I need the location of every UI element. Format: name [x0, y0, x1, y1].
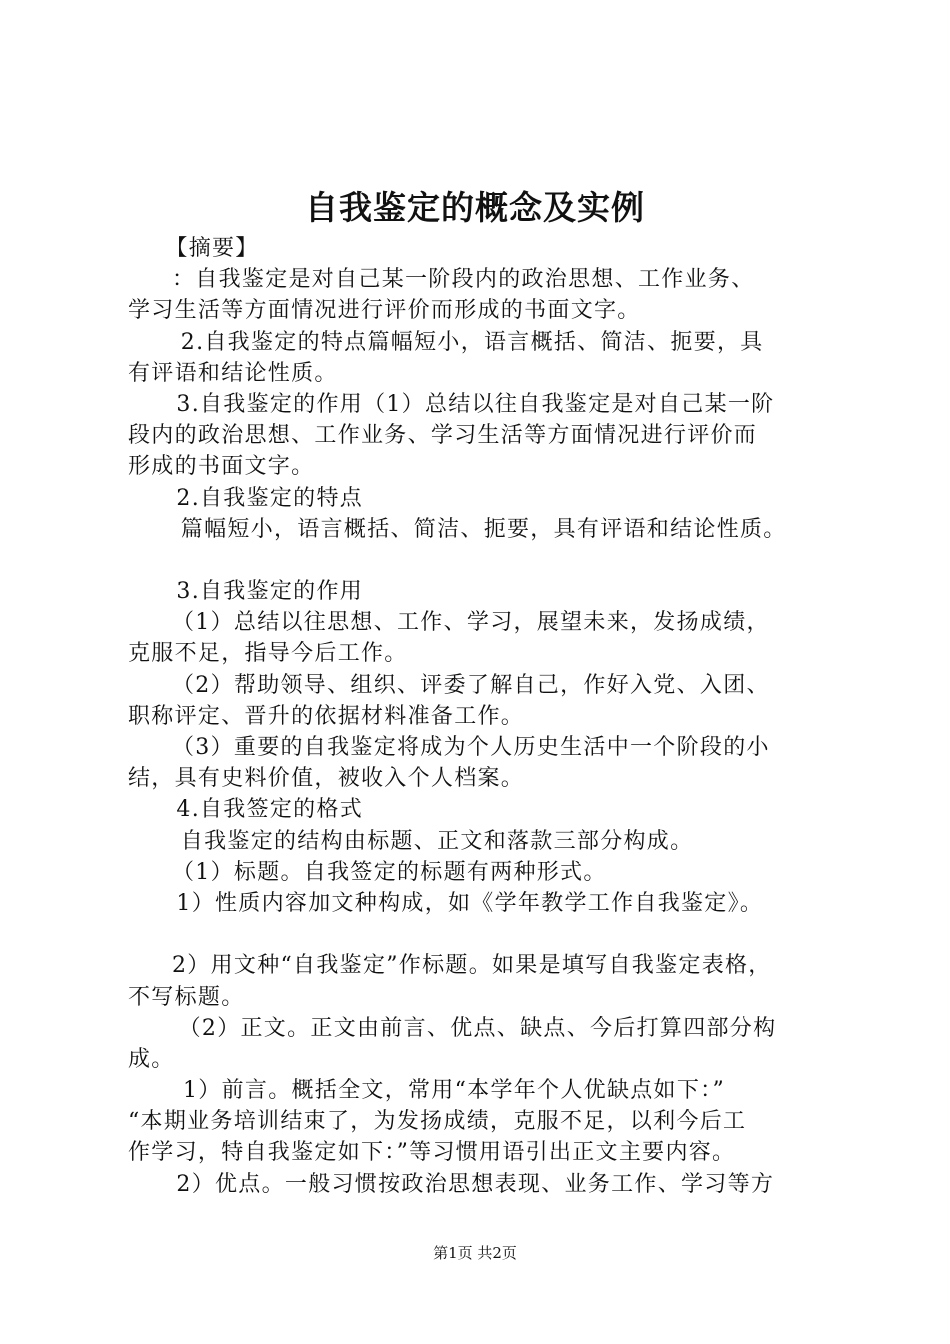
paragraph-line: 4.自我签定的格式	[176, 797, 364, 823]
paragraph-line: ：自我鉴定是对自己某一阶段内的政治思想、工作业务、	[172, 267, 755, 293]
paragraph-line: 结，具有史料价值，被收入个人档案。	[128, 766, 525, 792]
paragraph-line: 【摘要】	[165, 236, 259, 261]
page-footer: 第1页 共2页	[433, 1244, 517, 1262]
paragraph-line: （2）正文。正文由前言、优点、缺点、今后打算四部分构	[178, 1015, 777, 1041]
paragraph-line: 有评语和结论性质。	[128, 360, 338, 386]
paragraph-line: “本期业务培训结束了，为发扬成绩，克服不足，以利今后工	[128, 1109, 747, 1135]
paragraph-line: 自我鉴定的结构由标题、正文和落款三部分构成。	[180, 828, 694, 854]
document-body	[128, 233, 828, 1200]
paragraph-line: 形成的书面文字。	[128, 454, 315, 480]
paragraph-line: 3.自我鉴定的作用	[176, 579, 364, 605]
paragraph-line: （1）总结以往思想、工作、学习，展望未来，发扬成绩，	[172, 610, 770, 636]
paragraph-line: 段内的政治思想、工作业务、学习生活等方面情况进行评价而	[128, 423, 758, 449]
paragraph-line: （1）标题。自我签定的标题有两种形式。	[172, 859, 607, 885]
paragraph-line: 作学习，特自我鉴定如下：”等习惯用语引出正文主要内容。	[128, 1140, 736, 1166]
paragraph-line: 篇幅短小，语言概括、简洁、扼要，具有评语和结论性质。	[180, 516, 787, 542]
paragraph-line: 2）用文种“自我鉴定”作标题。如果是填写自我鉴定表格，	[172, 953, 772, 979]
paragraph-line: 克服不足，指导今后工作。	[128, 641, 408, 667]
paragraph-line: （2）帮助领导、组织、评委了解自己，作好入党、入团、	[172, 672, 770, 698]
paragraph-line: 1）性质内容加文种构成，如《学年教学工作自我鉴定》。	[176, 890, 764, 916]
paragraph-line: 学习生活等方面情况进行评价而形成的书面文字。	[128, 298, 641, 324]
paragraph-line: 3.自我鉴定的作用（1）总结以往自我鉴定是对自己某一阶	[176, 391, 775, 417]
paragraph-line: 成。	[128, 1046, 175, 1072]
paragraph-line: 不写标题。	[128, 984, 245, 1010]
document-title: 自我鉴定的概念及实例	[305, 188, 645, 227]
blank-line	[128, 545, 828, 576]
blank-line	[128, 919, 828, 950]
paragraph-line: 2）优点。一般习惯按政治思想表现、业务工作、学习等方	[176, 1171, 775, 1197]
paragraph-line: 2.自我鉴定的特点	[176, 485, 364, 511]
paragraph-line: 1）前言。概括全文，常用“本学年个人优缺点如下：”	[183, 1078, 725, 1104]
paragraph-line: 2.自我鉴定的特点篇幅短小，语言概括、简洁、扼要，具	[180, 329, 764, 355]
paragraph-line: 职称评定、晋升的依据材料准备工作。	[128, 703, 525, 729]
paragraph-line: （3）重要的自我鉴定将成为个人历史生活中一个阶段的小	[172, 735, 770, 760]
